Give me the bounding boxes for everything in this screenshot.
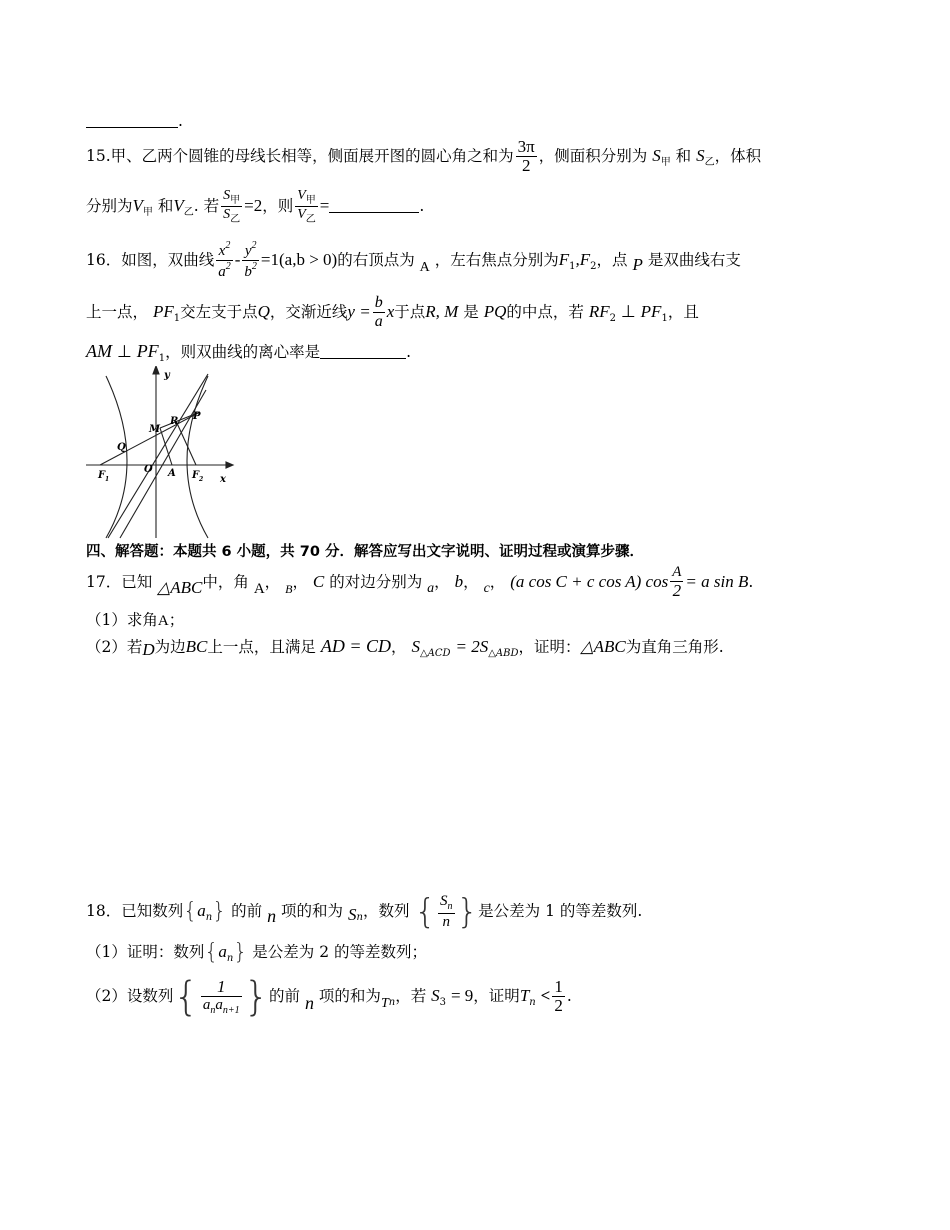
label-f2: F (192, 470, 200, 481)
label-o: O (144, 464, 153, 475)
label-p: P (193, 411, 201, 422)
label-f2-sub: 2 (199, 476, 204, 483)
one-half: $\frac{1}{2}$ (554, 977, 563, 1016)
b-over-a: $\frac{b}{a}$ (374, 294, 383, 331)
x2-over-a2: $\frac{x^2}{a^2}$ (218, 240, 231, 281)
answer-blank[interactable] (320, 344, 406, 359)
ratio-v-fraction: $\frac{V_甲}{V_乙}$ (297, 187, 316, 226)
label-f1-sub: 1 (105, 476, 110, 483)
label-r: R (170, 416, 179, 427)
section-4-title: 四、解答题：本题共 6 小题，共 70 分．解答应写出文字说明、证明过程或演算步骤． (86, 544, 644, 560)
segment-rf2 (176, 421, 196, 465)
reciprocal-fraction: $\frac{1}{a_na_{n+1}}$ (202, 977, 240, 1016)
label-q: Q (117, 442, 126, 453)
label-x: x (220, 474, 226, 485)
q16-line-2: 上一点， $PF_1$交左支于点Q，交渐近线y = $\frac{b}{a}$ x于点R, M 是 PQ的中点，若 $RF_2$ ⊥ $PF_1$，且 (86, 294, 699, 331)
answer-blank[interactable] (86, 113, 178, 128)
q16-line-3: AM ⊥ $PF_1$，则双曲线的离心率是 . (86, 341, 412, 364)
label-a: A (168, 468, 176, 479)
q15-line-1: 15.甲、乙两个圆锥的母线长相等，侧面展开图的圆心角之和为 $\frac{3\pi}{2}$ ，侧面积分别为 $S_甲$ 和 $S_乙$，体积 (86, 137, 762, 176)
angle-fraction: $\frac{3\pi}{2}$ (517, 137, 535, 176)
label-f1: F (98, 470, 106, 481)
q14-answer-line: . (86, 112, 183, 130)
y2-over-b2: $\frac{y^2}{b^2}$ (244, 240, 257, 281)
left-branch (106, 376, 127, 538)
a-over-2: $\frac{A}{2}$ (672, 564, 682, 601)
q17-part-1: （1）求角A； (86, 611, 185, 629)
label-y: y (164, 370, 170, 381)
q18-line-1: 18．已知数列$\{a_n\}$ 的前 n 项的和为 $S_n$，数列 { $\frac{S_n}{n}$ }是公差为 1 的等差数列. (86, 892, 643, 932)
x-axis-arrow (226, 462, 233, 468)
label-m: M (149, 424, 161, 435)
line-pf1 (100, 412, 200, 465)
y-axis-arrow (153, 366, 159, 374)
ratio-s-fraction: $\frac{S_甲}{S_乙}$ (223, 187, 241, 226)
q15-line-2: 分别为$V_甲$ 和$V_乙$. 若 $\frac{S_甲}{S_乙}$ =2，则 $\frac{V_甲}{V_乙}$ = . (86, 187, 425, 226)
answer-blank[interactable] (329, 198, 419, 213)
q17-line-1: 17．已知 △ABC中，角 A， $_B$， C 的对边分别为 a， b， c， (a cos C + c cos A) cos $\frac{A}{2}$ = a sin B. (86, 564, 754, 601)
q18-part-2: （2）设数列{ $\frac{1}{a_na_{n+1}}$ }的前 n 项的和为$T_n$，若 $S_3 = 9$，证明$T_n$ < $\frac{1}{2}$ . (86, 974, 572, 1020)
right-branch (187, 376, 208, 538)
q18-part-1: （1）证明：数列$\{a_n\}$ 是公差为 2 的等差数列； (86, 940, 427, 965)
asymptote (108, 374, 208, 538)
q16-line-1: 16．如图，双曲线 $\frac{x^2}{a^2}$ - $\frac{y^2}{b^2}$ =1(a,b > 0)的右顶点为 A ，左右焦点分别为$F_1,F_2$，点 P 是双曲线右支 (86, 240, 741, 281)
hyperbola-figure (86, 366, 236, 542)
sn-over-n: $\frac{S_n}{n}$ (440, 893, 453, 930)
q17-part-2: （2）若D为边BC上一点，且满足 AD = CD， $S_{\triangle ACD} = 2S_{\triangle ABD}$，证明：△ABC为直角三角形. (86, 636, 724, 659)
